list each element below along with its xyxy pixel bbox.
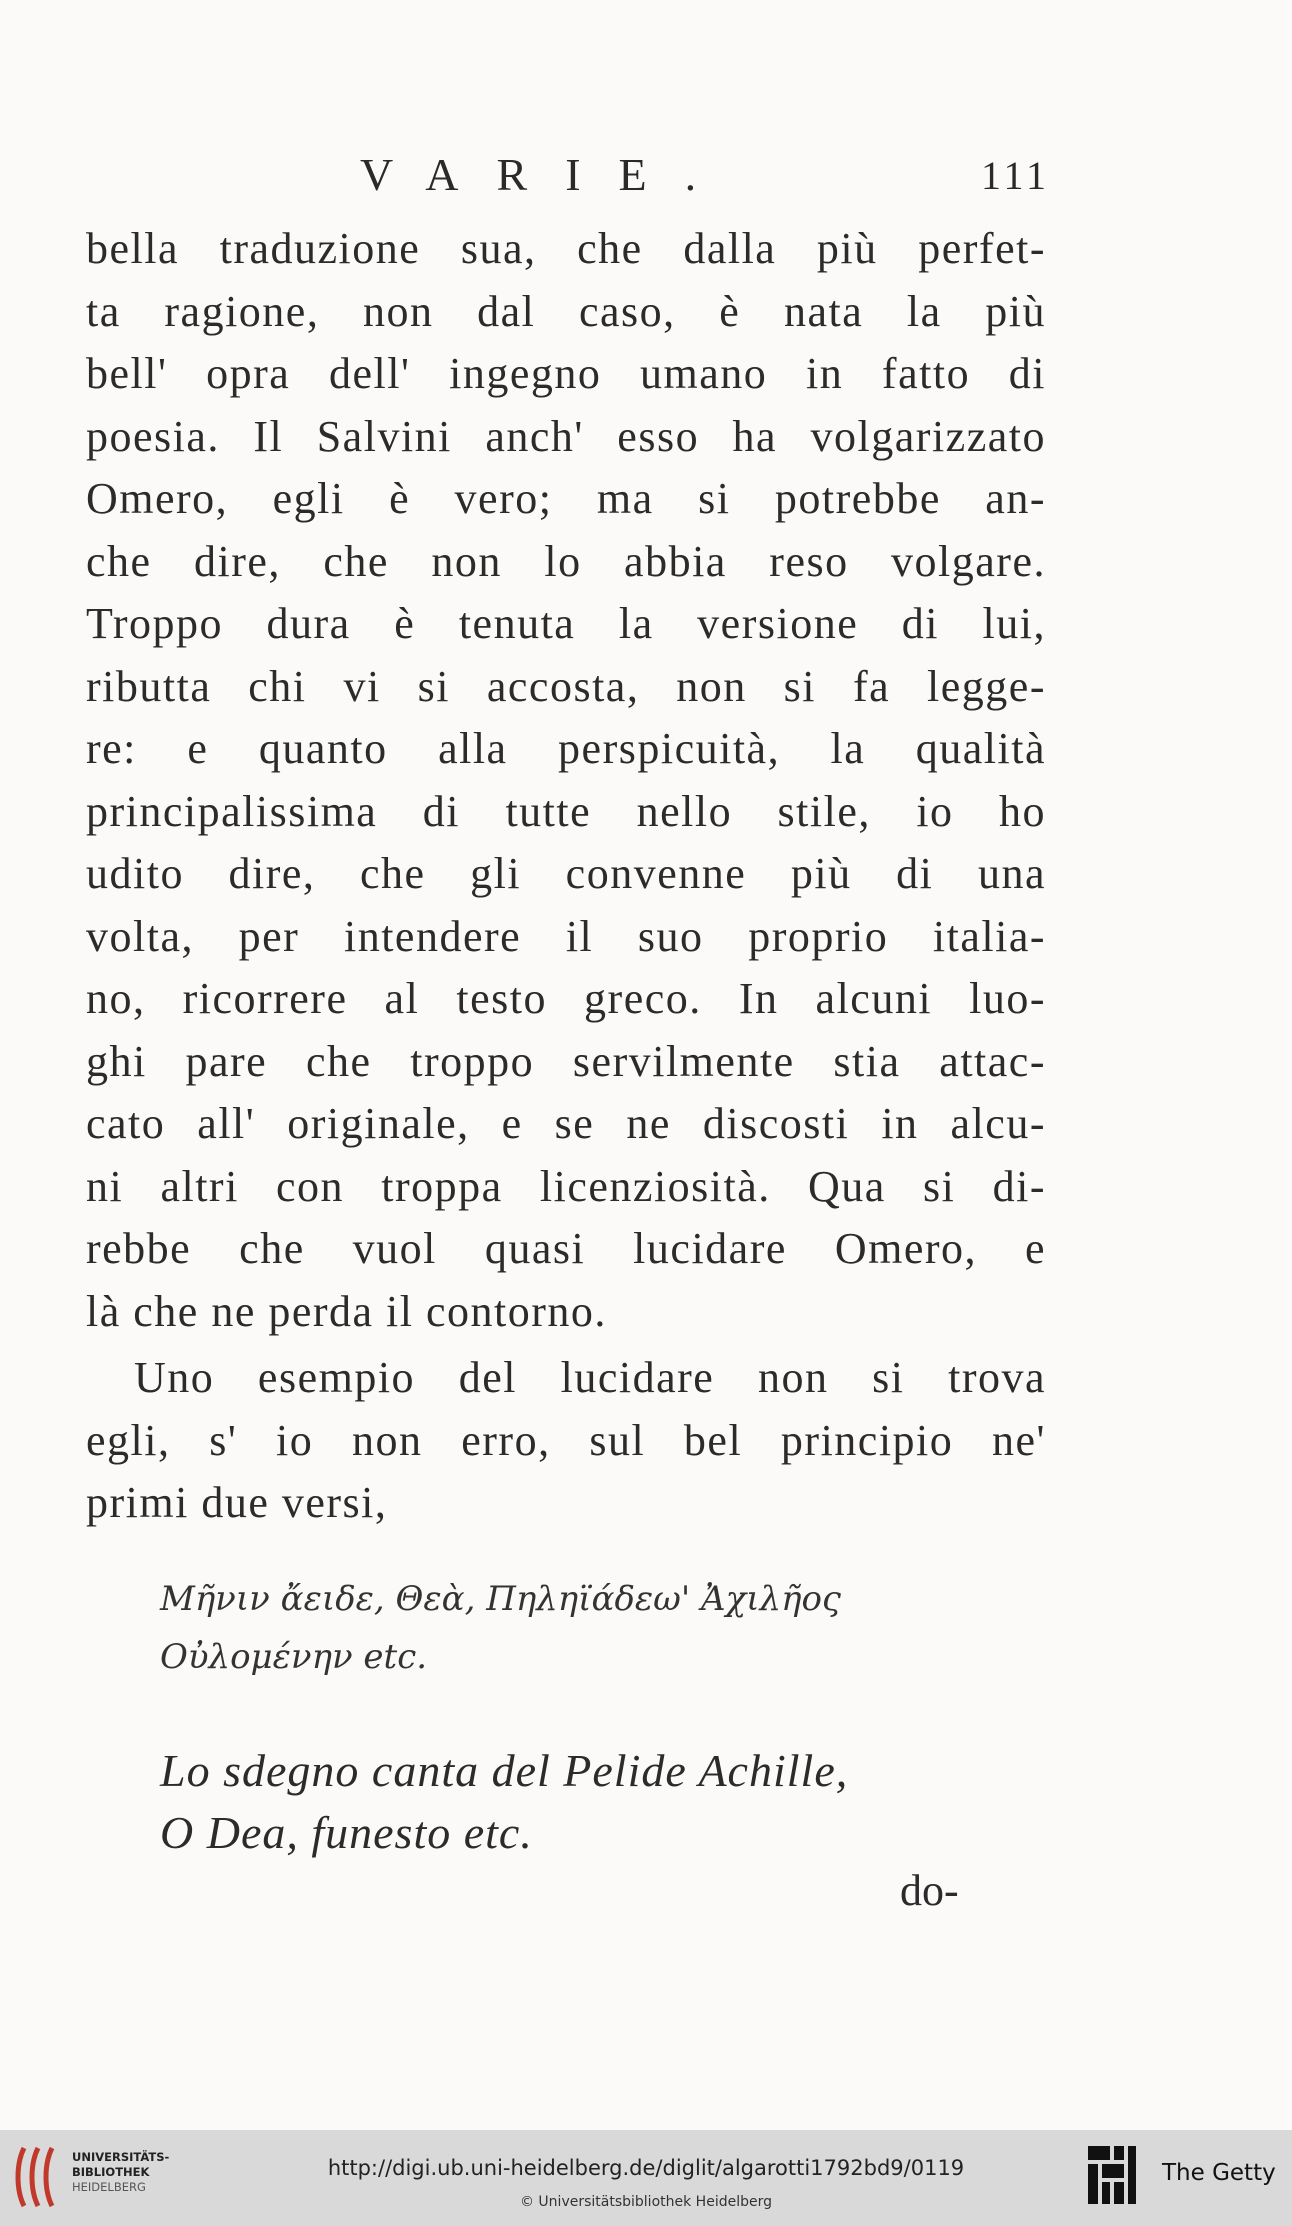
text-line: ni altri con troppa licenziosità. Qua si di- — [86, 1161, 1046, 1211]
text-line: primi due versi, — [86, 1478, 388, 1527]
text-line: Omero, egli è vero; ma si potrebbe an- — [86, 474, 1046, 523]
text-line: rebbe che vuol quasi lucidare Omero, e — [86, 1224, 1046, 1273]
copyright-notice: © Universitätsbibliothek Heidelberg — [519, 2194, 772, 2210]
text-line: egli, s' io non erro, sul bel principio ne' — [86, 1415, 1046, 1465]
viewer-footer — [0, 2130, 1292, 2226]
paragraph — [86, 1347, 1046, 1535]
greek-verse-line: Οὐλομένην etc. — [160, 1637, 428, 1677]
text-line: volta, per intendere il suo proprio italia- — [86, 911, 1046, 961]
text-line: udito dire, che gli convenne più di una — [86, 849, 1046, 898]
greek-verse-line: Μῆνιν ἄειδε, Θεὰ, Πηληϊάδεω' Ἀχιλῆος — [160, 1579, 841, 1619]
permalink-url[interactable]: http://digi.ub.uni-heidelberg.de/diglit/algarotti1792bd9/0119 — [327, 2156, 965, 2180]
greek-quotation — [160, 1570, 1020, 1686]
text-line: bell' opra dell' ingegno umano in fatto di — [86, 349, 1046, 398]
running-title: VARIE. — [360, 149, 735, 200]
italian-translation — [160, 1740, 1020, 1864]
text-line: re: e quanto alla perspicuità, la qualità — [86, 724, 1046, 773]
running-header — [360, 148, 1050, 208]
getty-logo-icon — [1086, 2144, 1138, 2206]
page-number: 111 — [980, 153, 1050, 198]
text-line: che dire, che non lo abbia reso volgare. — [86, 536, 1046, 586]
text-line: ghi pare che troppo servilmente stia attac- — [86, 1036, 1046, 1086]
paragraph — [86, 218, 1046, 1343]
text-line: Uno esempio del lucidare non si trova — [134, 1353, 1046, 1402]
text-line: bella traduzione sua, che dalla più perfet- — [86, 224, 1046, 273]
library-name-line: BIBLIOTHEK — [72, 2165, 150, 2179]
text-line: ta ragione, non dal caso, è nata la più — [86, 286, 1046, 336]
text-line: no, ricorrere al testo greco. In alcuni luo- — [86, 974, 1046, 1023]
text-line: principalissima di tutte nello stile, io ho — [86, 786, 1046, 836]
text-line: ributta chi vi si accosta, non si fa legge- — [86, 661, 1046, 711]
library-name-line: UNIVERSITÄTS- — [72, 2150, 170, 2164]
getty-label: The Getty — [1162, 2160, 1276, 2186]
text-line: Troppo dura è tenuta la versione di lui, — [86, 599, 1046, 648]
body-text — [86, 218, 1046, 1535]
italian-verse-line: Lo sdegno canta del Pelide Achille, — [160, 1745, 849, 1796]
text-line: cato all' originale, e se ne discosti in alcu- — [86, 1099, 1046, 1148]
text-line: poesia. Il Salvini anch' esso ha volgarizzato — [86, 411, 1046, 461]
library-name-line: HEIDELBERG — [72, 2180, 146, 2194]
text-line: là che ne perda il contorno. — [86, 1286, 607, 1336]
italian-verse-line: O Dea, funesto etc. — [160, 1807, 533, 1858]
catchword: do- — [900, 1866, 959, 1915]
